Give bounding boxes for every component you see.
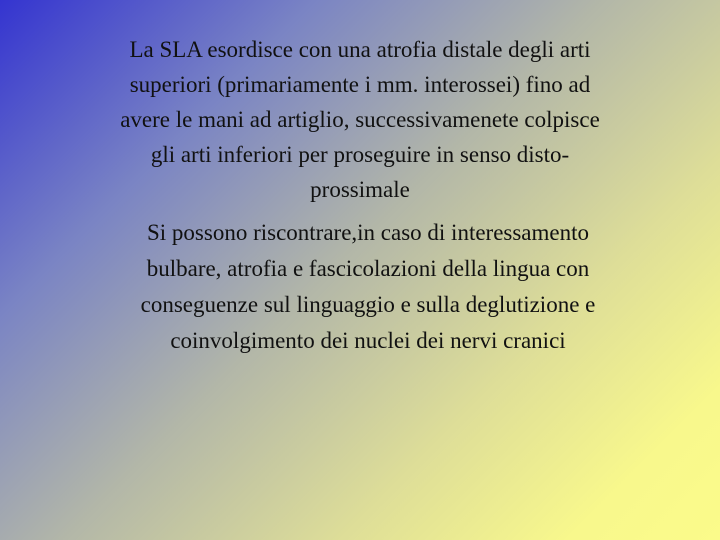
paragraph-bulbar-involvement: Si possono riscontrare,in caso di interessamento bulbare, atrofia e fascicolazioni della lingua con conseguenze sul linguaggio e sulla deglutizione e coinvolgimento dei nuclei dei nervi cranici — [140, 220, 596, 353]
paragraph-onset-description: La SLA esordisce con una atrofia distale degli arti superiori (primariamente i mm. interossei) fino ad avere le mani ad artiglio, successivamenete colpisce gli arti inferiori per proseguire in senso disto- prossimale — [120, 37, 600, 202]
